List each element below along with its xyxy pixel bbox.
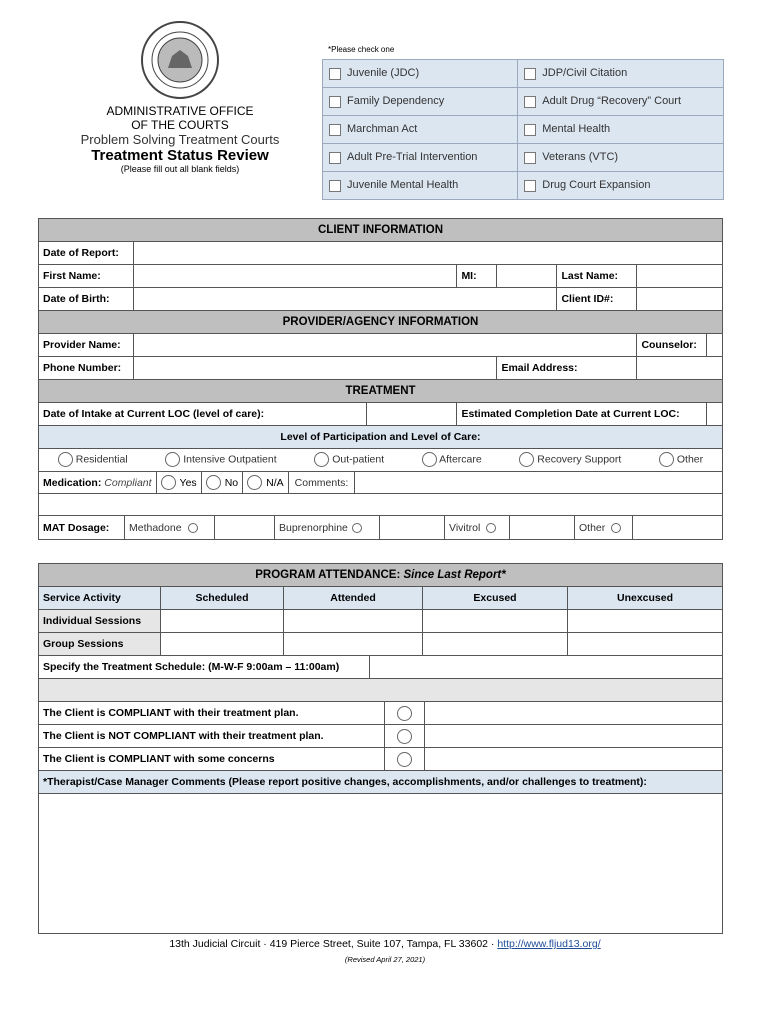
- vivitrol-radio[interactable]: [486, 523, 496, 533]
- some-concerns-note[interactable]: [424, 748, 722, 770]
- checkbox[interactable]: [524, 68, 536, 80]
- checkbox[interactable]: [524, 124, 536, 136]
- na-radio[interactable]: [247, 475, 262, 490]
- check-note: *Please check one: [328, 45, 395, 54]
- client-info-table: CLIENT INFORMATION Date of Report: First Name: MI: Last Name: Date of Birth: Client ID#: PROVIDER/AGENCY INFORMATION Provider Name: Counselor: Phone Number: Email Address: TREATMENT Date of Intake at Current LOC (level of care): Estimated Completion Date at Current LOC: Level of Participation and Level of Care:: [38, 218, 723, 449]
- checkbox[interactable]: [329, 180, 341, 192]
- checkbox[interactable]: [524, 180, 536, 192]
- client-id-field[interactable]: [637, 288, 723, 311]
- court-option[interactable]: Mental Health: [518, 116, 724, 144]
- phone-field[interactable]: [134, 357, 497, 380]
- checkbox[interactable]: [329, 124, 341, 136]
- radio-button[interactable]: [165, 452, 180, 467]
- other-radio[interactable]: [611, 523, 621, 533]
- email-field[interactable]: [637, 357, 723, 380]
- radio-button[interactable]: [659, 452, 674, 467]
- unexcused-cell[interactable]: [568, 633, 723, 656]
- buprenorphine-field[interactable]: [379, 516, 444, 539]
- instruction: (Please fill out all blank fields): [120, 164, 240, 174]
- some-concerns-radio[interactable]: [397, 752, 412, 767]
- radio-button[interactable]: [519, 452, 534, 467]
- section-header: TREATMENT: [39, 380, 723, 403]
- court-option[interactable]: Marchman Act: [323, 116, 518, 144]
- buprenorphine-radio[interactable]: [352, 523, 362, 533]
- not-compliant-note[interactable]: [424, 725, 722, 747]
- court-option[interactable]: Family Dependency: [323, 88, 518, 116]
- checkbox[interactable]: [329, 96, 341, 108]
- schedule-row: Specify the Treatment Schedule: (M-W-F 9:00am – 11:00am): [38, 655, 723, 679]
- court-option[interactable]: Adult Drug “Recovery” Court: [518, 88, 724, 116]
- footer: 13th Judicial Circuit · 419 Pierce Street, Suite 107, Tampa, FL 33602 · http://www.fljud13.org/: [169, 938, 601, 950]
- checkbox[interactable]: [329, 152, 341, 164]
- date-of-report-field[interactable]: [134, 242, 723, 265]
- org-line-2: OF THE COURTS: [131, 118, 229, 132]
- checkbox[interactable]: [524, 96, 536, 108]
- level-of-care-row: [38, 448, 723, 472]
- court-option[interactable]: Veterans (VTC): [518, 144, 724, 172]
- radio-button[interactable]: [314, 452, 329, 467]
- website-link[interactable]: http://www.fljud13.org/: [497, 938, 601, 950]
- org-line-1: ADMINISTRATIVE OFFICE: [106, 104, 254, 118]
- section-header: PROGRAM ATTENDANCE: Since Last Report*: [39, 564, 723, 587]
- court-type-table: [322, 59, 724, 200]
- other-field[interactable]: [632, 516, 722, 539]
- revision-date: (Revised April 27, 2021): [344, 955, 426, 964]
- excused-cell[interactable]: [423, 610, 568, 633]
- compliant-note[interactable]: [424, 702, 722, 724]
- vivitrol-field[interactable]: [509, 516, 574, 539]
- court-option[interactable]: JDP/Civil Citation: [518, 60, 724, 88]
- mat-dosage-row: MAT Dosage: Methadone Buprenorphine Vivitrol Other: [38, 516, 723, 540]
- dob-field[interactable]: [134, 288, 557, 311]
- level-option[interactable]: Recovery Support: [519, 452, 621, 467]
- completion-date-field[interactable]: [707, 403, 723, 426]
- level-option[interactable]: Aftercare: [422, 452, 482, 467]
- comments-continuation[interactable]: [38, 494, 723, 516]
- level-option[interactable]: Residential: [58, 452, 128, 467]
- header-block: [30, 104, 330, 174]
- no-radio[interactable]: [206, 475, 221, 490]
- attended-cell[interactable]: [284, 633, 423, 656]
- court-option[interactable]: Adult Pre-Trial Intervention: [323, 144, 518, 172]
- spacer-row: [38, 679, 723, 702]
- intake-date-field[interactable]: [367, 403, 457, 426]
- compliance-block: The Client is COMPLIANT with their treatment plan. The Client is NOT COMPLIANT with their treatment plan. The Client is COMPLIANT with some concerns *Therapist/Case Manager Comments (Please report positive changes, accomplishments, and/or challenges to treatment):: [38, 702, 723, 934]
- court-option[interactable]: Drug Court Expansion: [518, 172, 724, 200]
- attended-cell[interactable]: [284, 610, 423, 633]
- unexcused-cell[interactable]: [568, 610, 723, 633]
- methadone-field[interactable]: [214, 516, 274, 539]
- level-option[interactable]: Other: [659, 452, 703, 467]
- provider-name-field[interactable]: [134, 334, 637, 357]
- section-header: CLIENT INFORMATION: [39, 219, 723, 242]
- court-seal-logo: [140, 20, 220, 100]
- first-name-field[interactable]: [134, 265, 457, 288]
- checkbox[interactable]: [329, 68, 341, 80]
- checkbox[interactable]: [524, 152, 536, 164]
- comments-field[interactable]: [354, 472, 722, 493]
- mi-field[interactable]: [497, 265, 557, 288]
- court-option[interactable]: Juvenile Mental Health: [323, 172, 518, 200]
- form-title: Treatment Status Review: [91, 147, 269, 164]
- court-option[interactable]: Juvenile (JDC): [323, 60, 518, 88]
- yes-radio[interactable]: [161, 475, 176, 490]
- radio-button[interactable]: [422, 452, 437, 467]
- scheduled-cell[interactable]: [161, 610, 284, 633]
- methadone-radio[interactable]: [188, 523, 198, 533]
- comments-header: *Therapist/Case Manager Comments (Please report positive changes, accomplishments, and/or challenges to treatment):: [38, 771, 723, 794]
- medication-row: Medication: Compliant Yes No N/A Comments:: [38, 472, 723, 494]
- scheduled-cell[interactable]: [161, 633, 284, 656]
- radio-button[interactable]: [58, 452, 73, 467]
- last-name-field[interactable]: [637, 265, 723, 288]
- section-header: PROVIDER/AGENCY INFORMATION: [39, 311, 723, 334]
- counselor-field[interactable]: [707, 334, 723, 357]
- level-option[interactable]: Intensive Outpatient: [165, 452, 276, 467]
- attendance-table: PROGRAM ATTENDANCE: Since Last Report* Service Activity Scheduled Attended Excused Unexcused Individual Sessions Group Sessions: [38, 563, 723, 656]
- not-compliant-radio[interactable]: [397, 729, 412, 744]
- level-option[interactable]: Out-patient: [314, 452, 384, 467]
- subtitle: Problem Solving Treatment Courts: [80, 132, 280, 147]
- schedule-field[interactable]: [369, 656, 722, 678]
- excused-cell[interactable]: [423, 633, 568, 656]
- comments-area[interactable]: [38, 794, 723, 934]
- compliant-radio[interactable]: [397, 706, 412, 721]
